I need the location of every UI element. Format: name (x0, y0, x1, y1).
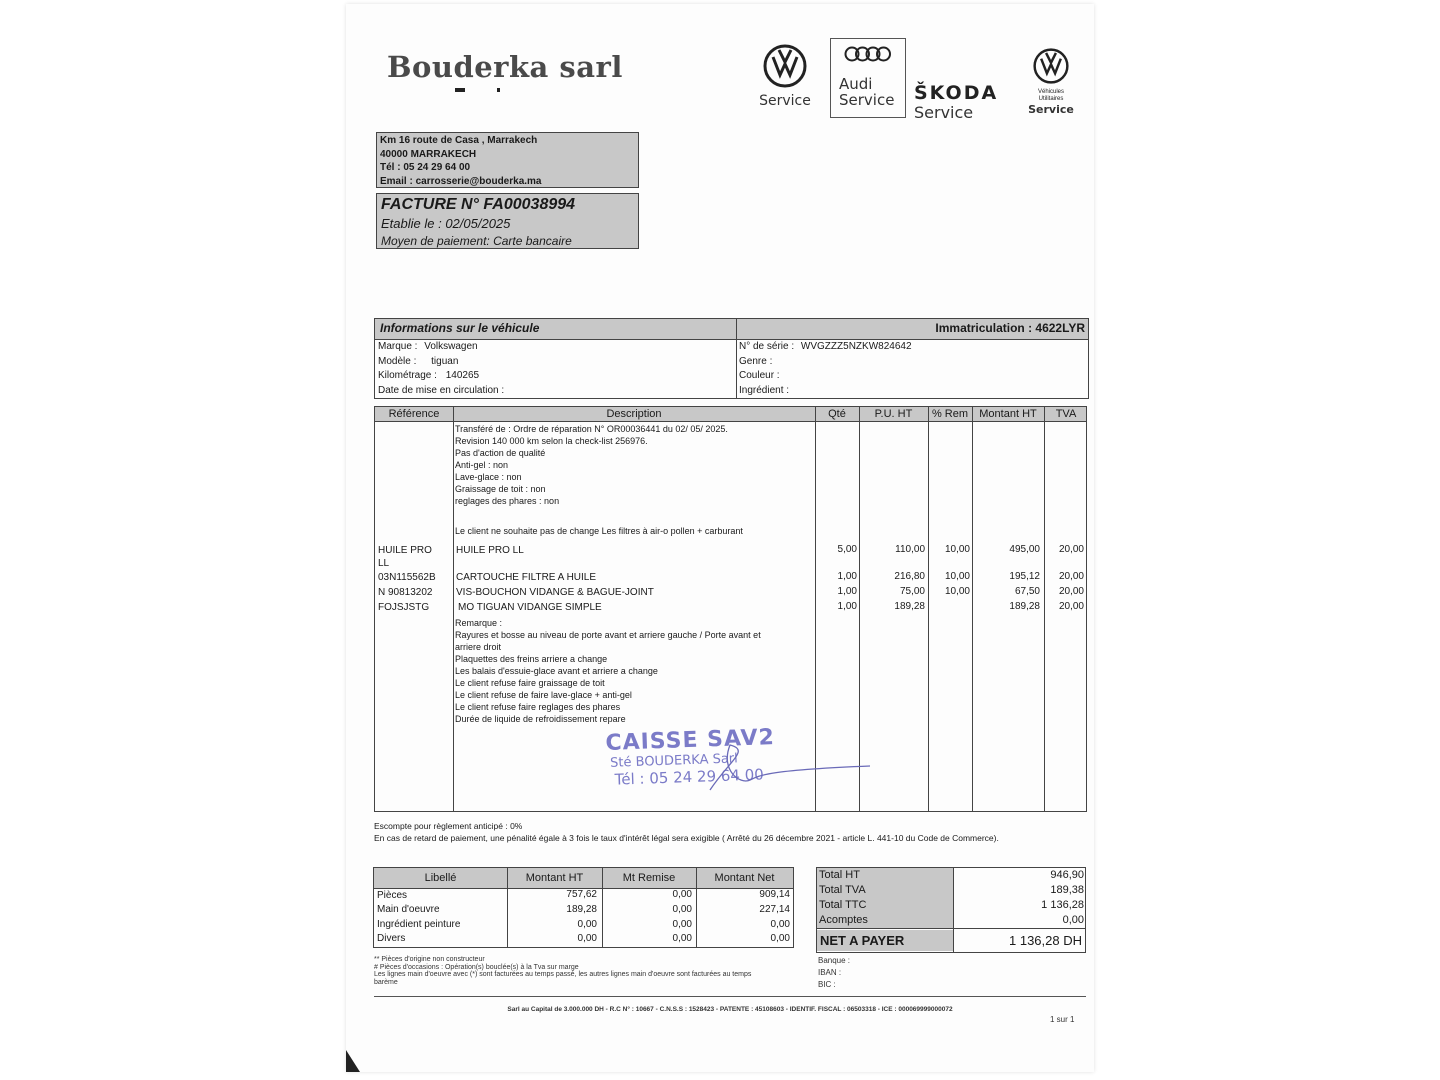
company-name: Bouderka sarl (387, 50, 623, 84)
line-desc: VIS-BOUCHON VIDANGE & BAGUE-JOINT (456, 587, 654, 598)
summary-ht: 189,28 (566, 904, 597, 915)
footnote-line: barème (374, 978, 398, 986)
notes-top (455, 423, 815, 537)
summary-h-ht: Montant HT (525, 872, 584, 884)
summary-net: 0,00 (770, 933, 790, 944)
summary-label: Divers (377, 933, 406, 944)
field-label: N° de série : (739, 341, 795, 352)
total-value: 0,00 (1062, 914, 1084, 926)
line-ref-cont: LL (378, 558, 390, 569)
line-rem: 10,00 (944, 586, 970, 597)
vehicle-divider (736, 319, 737, 398)
line-amount: 195,12 (1009, 571, 1040, 582)
line-vat: 20,00 (1058, 571, 1084, 582)
header-description: Description (606, 408, 662, 420)
summary-ht: 0,00 (577, 933, 597, 944)
vehicle-field (739, 369, 912, 384)
totals-box (816, 867, 1086, 953)
vw-icon (763, 44, 807, 88)
iban-label: IBAN : (818, 968, 842, 977)
total-label: Total HT (819, 869, 860, 881)
line-vat: 20,00 (1058, 586, 1084, 597)
vw-utility-service-label: Service (1028, 103, 1074, 116)
vehicle-box (374, 318, 1089, 399)
vw-logo (756, 44, 814, 109)
stamp-title: CAISSE SAV2 (605, 725, 776, 756)
vehicle-field (739, 384, 912, 399)
line-ref: N 90813202 (378, 587, 433, 598)
summary-ht: 0,00 (577, 919, 597, 930)
line-ref: HUILE PRO (378, 545, 432, 556)
total-label: Total TTC (819, 899, 867, 911)
line-rem: 10,00 (944, 544, 970, 555)
header-discount: % Rem (931, 408, 969, 420)
summary-remise: 0,00 (672, 889, 692, 900)
address-line: Km 16 route de Casa , Marrakech (380, 135, 538, 146)
address-line: 40000 MARRAKECH (380, 148, 477, 160)
field-label: Marque : (378, 341, 418, 352)
total-value: 189,38 (1050, 884, 1084, 896)
summary-remise: 0,00 (672, 904, 692, 915)
line-desc: CARTOUCHE FILTRE A HUILE (456, 572, 597, 583)
note-line: Pas d'action de qualité (455, 448, 546, 458)
line-ref: FOJSJSTG (378, 602, 430, 613)
legal-penalty: En cas de retard de paiement, une pénalité égale à 3 fois le taux d'intérêt légal sera exigible ( Arrêté du 26 décembre 2021 - article L. 441-10 du Code de Commerce). (374, 833, 999, 843)
note-line: Durée de liquide de refroidissement repare (455, 714, 626, 724)
line-pu: 216,80 (894, 571, 925, 582)
skoda-label: ŠKODA (914, 82, 999, 104)
header-amount: Montant HT (979, 408, 1037, 420)
note-line: Anti-gel : non (455, 460, 509, 470)
header-qty: Qté (828, 408, 846, 420)
line-pu: 189,28 (894, 601, 925, 612)
note-line: Plaquettes des freins arriere a change (455, 654, 608, 664)
net-to-pay-label: NET A PAYER (820, 933, 905, 948)
note-line: Les balais d'essuie-glace avant et arriere a change (455, 666, 658, 676)
summary-label: Ingrédient peinture (377, 919, 461, 930)
summary-h-net: Montant Net (714, 872, 775, 884)
line-amount: 189,28 (1009, 601, 1040, 612)
note-line: arriere droit (455, 642, 502, 652)
address-line: Email : carrosserie@bouderka.ma (380, 175, 542, 187)
note-line: Lave-glace : non (455, 472, 522, 482)
net-to-pay-value: 1 136,28 DH (1009, 933, 1082, 948)
vw-service-label: Service (759, 93, 811, 109)
vw-utility-icon (1033, 48, 1069, 84)
field-label: Ingrédient : (739, 384, 790, 396)
field-label: Kilométrage : (378, 370, 437, 381)
summary-table (373, 867, 794, 948)
stamp-company: Sté BOUDERKA Sarl (609, 751, 739, 771)
line-qty: 1,00 (837, 601, 857, 612)
payment-method: Moyen de paiement: Carte bancaire (381, 234, 572, 248)
signature-mark (690, 740, 890, 800)
note-line: Rayures et bosse au niveau de porte avant et arriere gauche / Porte avant et (455, 630, 761, 640)
footer-divider (374, 996, 1086, 997)
summary-h-remise: Mt Remise (622, 872, 676, 884)
col-divider (928, 407, 929, 811)
line-qty: 1,00 (837, 571, 857, 582)
field-value: 140265 (445, 370, 480, 381)
vw-utility-label: Véhicules Utilitaires (1037, 89, 1064, 102)
summary-ht: 757,62 (566, 889, 597, 900)
field-value: Volkswagen (424, 341, 478, 352)
field-label: Genre : (739, 355, 773, 367)
vehicle-title: Informations sur le véhicule (380, 321, 540, 335)
summary-h-label: Libellé (424, 872, 457, 884)
summary-remise: 0,00 (672, 933, 692, 944)
note-line: Le client refuse de faire lave-glace + anti-gel (455, 690, 632, 700)
line-amount: 67,50 (1014, 586, 1040, 597)
audi-logo (830, 38, 906, 118)
header-marks (455, 86, 505, 94)
note-line: Transféré de : Ordre de réparation N° OR00036441 du 02/ 05/ 2025. (455, 424, 728, 434)
footnote-line: Les lignes main d'oeuvre avec (*) sont facturées au temps passé, les autres lignes main d'oeuvre sont facturées au temps (374, 971, 752, 978)
address-line: Tél : 05 24 29 64 00 (380, 162, 471, 173)
vw-utility-logo (1024, 48, 1078, 116)
note-line: Le client ne souhaite pas de change Les filtres à air-o pollen + carburant (455, 526, 743, 536)
notes-bottom (455, 617, 815, 725)
footnote-line: ** Pièces d'origine non constructeur (374, 956, 485, 963)
page-number: 1 sur 1 (1050, 1015, 1075, 1024)
total-label: Acomptes (819, 914, 868, 926)
summary-net: 909,14 (759, 889, 790, 900)
line-qty: 1,00 (837, 586, 857, 597)
note-line: Revision 140 000 km selon la check-list 256976. (455, 436, 648, 446)
company-legal-footer: Sarl au Capital de 3.000.000 DH - R.C N° : 10667 - C.N.S.S : 1528423 - PATENTE : 45108603 - IDENTIF. FISCAL : 06503318 - ICE : 000069999000072 (507, 1006, 953, 1013)
line-pu: 110,00 (895, 544, 925, 555)
note-line: Le client refuse faire reglages des phares (455, 702, 621, 712)
vehicle-field (739, 340, 912, 355)
bank-info (818, 955, 850, 991)
note-line: reglages des phares : non (455, 496, 560, 506)
vehicle-field (378, 355, 504, 370)
line-pu: 75,00 (899, 586, 925, 597)
skoda-logo (914, 82, 1014, 122)
summary-net: 0,00 (770, 919, 790, 930)
vehicle-header (375, 319, 1088, 340)
line-amount: 495,00 (1009, 544, 1040, 555)
field-value: WVGZZZ5NZKW824642 (800, 341, 912, 352)
invoice-number: FACTURE N° FA00038994 (381, 196, 576, 213)
invoice-date: Etablie le : 02/05/2025 (381, 216, 511, 231)
header-reference: Référence (388, 408, 440, 420)
summary-net: 227,14 (759, 904, 790, 915)
legal-discount: Escompte pour règlement anticipé : 0% (374, 821, 523, 831)
field-value: tiguan (431, 355, 459, 367)
line-ref: 03N115562B (378, 572, 436, 583)
line-desc: MO TIGUAN VIDANGE SIMPLE (458, 602, 602, 613)
totals-divider (817, 928, 1085, 929)
bic-label: BIC : (818, 980, 836, 989)
audi-label: Audi (839, 75, 873, 93)
line-rem: 10,00 (944, 571, 970, 582)
vehicle-field (739, 355, 912, 370)
note-line: Le client refuse faire graissage de toit (455, 678, 605, 688)
invoice-box (376, 193, 639, 249)
total-value: 1 136,28 (1041, 899, 1084, 911)
note-line: Graissage de toit : non (455, 484, 546, 494)
line-vat: 20,00 (1058, 544, 1084, 555)
total-label: Total TVA (819, 884, 866, 896)
bank-label: Banque : (818, 956, 851, 965)
scan-corner (346, 1050, 360, 1072)
line-desc: HUILE PRO LL (456, 545, 524, 556)
header-unit-price: P.U. HT (874, 408, 913, 420)
vehicle-right-info (739, 340, 912, 398)
audi-rings-icon (843, 45, 893, 63)
line-vat: 20,00 (1058, 601, 1084, 612)
audi-service-label: Service (839, 91, 895, 109)
legal-text (374, 820, 1086, 844)
vehicle-field (378, 340, 504, 355)
summary-label: Pièces (377, 890, 408, 901)
col-divider (453, 407, 454, 811)
total-value: 946,90 (1050, 869, 1084, 881)
header-vat: TVA (1055, 408, 1077, 420)
registration: Immatriculation : 4622LYR (935, 321, 1085, 335)
note-line: Remarque : (455, 618, 503, 628)
vehicle-field (378, 384, 504, 399)
summary-remise: 0,00 (672, 919, 692, 930)
vehicle-left-info (378, 340, 504, 398)
vehicle-field (378, 369, 504, 384)
line-qty: 5,00 (837, 544, 857, 555)
footnote-line: # Pièces d'occasions : Opération(s) bouclée(s) à la Tva sur marge (374, 963, 579, 971)
field-label: Couleur : (739, 370, 780, 381)
skoda-service-label: Service (914, 103, 974, 122)
footnotes (374, 956, 794, 986)
field-label: Date de mise en circulation : (378, 384, 505, 396)
stamp-phone: Tél : 05 24 29 64 00 (614, 765, 765, 789)
summary-label: Main d'oeuvre (377, 904, 440, 915)
field-label: Modèle : (378, 355, 417, 367)
address-box (376, 132, 639, 188)
